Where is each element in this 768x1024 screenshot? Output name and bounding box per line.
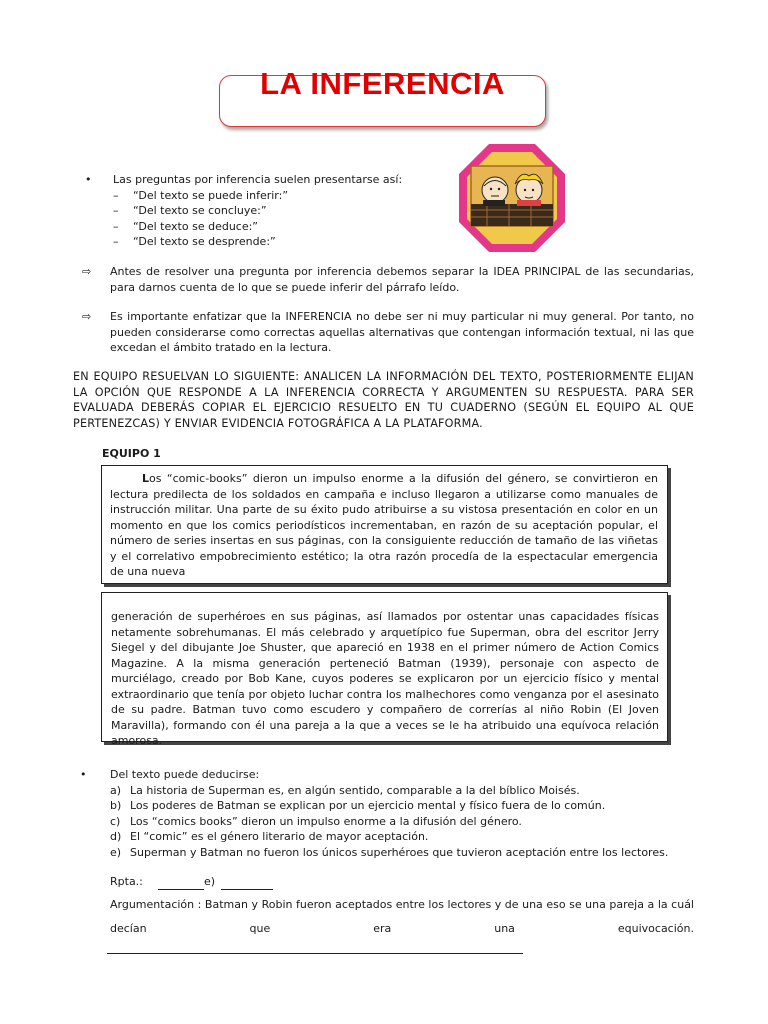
list-item: “Del texto se puede inferir:” <box>133 188 289 202</box>
option-text: Superman y Batman no fueron los únicos superhéroes que tuvieron aceptación entre los lectores. <box>130 845 669 859</box>
list-item: “Del texto se desprende:” <box>133 235 276 248</box>
paragraph-idea-principal: ⇨ Antes de resolver una pregunta por inferencia debemos separar la IDEA PRINCIPAL de las secundarias, para darnos cuenta de lo que se puede inferir del párrafo leído. <box>82 265 694 294</box>
dash-icon: – <box>113 188 119 202</box>
answer-row <box>110 874 273 890</box>
cartoon-illustration <box>457 142 567 254</box>
question-lead: Del texto puede deducirse: <box>110 768 260 781</box>
writing-line <box>107 953 523 954</box>
list-item: “Del texto se deduce:” <box>133 219 259 233</box>
dash-icon: – <box>113 204 119 217</box>
option-letter: d) <box>110 830 122 843</box>
option-text: Los poderes de Batman se explican por un ejercicio mental y físico fuera de lo común. <box>130 799 606 812</box>
answer-label: Rpta.: <box>110 875 143 888</box>
paragraph-inferencia: ⇨ Es importante enfatizar que la INFERENCIA no debe ser ni muy particular ni muy general. Por tanto, no pueden considerarse como correctas aquellas alternativas que contengan información textual, ni las que excedan el ámbito tratado en la lectura. <box>82 310 694 354</box>
team-label: EQUIPO 1 <box>102 447 161 460</box>
instructions: EN EQUIPO RESUELVAN LO SIGUIENTE: ANALICEN LA INFORMACIÓN DEL TEXTO, POSTERIORMENTE ELIJAN LA OPCIÓN QUE RESPONDE A LA INFERENCIA CORRECTA Y ARGUMENTEN SU RESPUESTA. PARA SER EVALUADA DEBERÁS COPIAR EL EJERCICIO RESUELTO EN TU CUADERNO (SEGÚN EL EQUIPO AL QUE PERTENEZCAS) Y ENVIAR EVIDENCIA FOTOGRÁFICA A LA PLATAFORMA. <box>73 370 694 430</box>
option-letter: c) <box>110 814 121 828</box>
dash-icon: – <box>113 219 119 233</box>
dash-icon: – <box>113 235 119 248</box>
bullet-icon: • <box>85 173 92 186</box>
argument-line-1: Argumentación : Batman y Robin fueron aceptados entre los lectores y de una eso se una pareja a la cuál <box>110 898 694 911</box>
drop-cap: L <box>142 472 150 485</box>
list-item: “Del texto se concluye:” <box>133 204 267 217</box>
intro-list <box>85 172 445 250</box>
option-letter: a) <box>110 783 122 797</box>
page-title: LA INFERENCIA <box>260 66 505 101</box>
answer-value: e) <box>204 875 216 888</box>
option-letter: e) <box>110 845 122 859</box>
arrow-right-icon: ⇨ <box>82 310 92 323</box>
intro-lead: Las preguntas por inferencia suelen presentarse así: <box>113 173 403 186</box>
reading-text-2: generación de superhéroes en sus páginas, así llamados por ostentar unas capacidades físicas netamente sobrehumanas. El más celebrado y arquetípico fue Superman, obra del escritor Jerry Siegel y del dibujante Joe Shuster, que apareció en 1938 en el primer número de Action Comics Magazine. A la misma generación perteneció Batman (1939), personaje con aspecto de murciélago, creado por Bob Kane, cuyos poderes se explicaron por un ejercicio físico y mental extraordinario que tenía por objeto luchar contra los malhechores como venganza por el asesinato de su padre. Batman tuvo como escudero y compañero de correrías al niño Robin (El Joven Maravilla), formando con él una pareja a la que a veces se le ha atribuido una equívoca relación amorosa. <box>111 610 659 747</box>
option-text: La historia de Superman es, en algún sentido, comparable a la del bíblico Moisés. <box>130 783 580 797</box>
option-text: El “comic” es el género literario de mayor aceptación. <box>130 830 429 843</box>
option-letter: b) <box>110 799 122 812</box>
arrow-right-icon: ⇨ <box>82 265 92 278</box>
option-text: Los “comics books” dieron un impulso enorme a la difusión del género. <box>130 814 522 828</box>
question-list <box>80 767 680 860</box>
bullet-icon: • <box>80 768 87 781</box>
argument-line-2: decían que era una equivocación. <box>110 922 694 935</box>
reading-text-1: Los “comic-books” dieron un impulso enorme a la difusión del género, se convirtieron en lectura predilecta de los soldados en campaña e incluso llegaron a utilizarse como manuales de instrucción militar. Una parte de su éxito pudo atribuirse a su vistosa presentación en color en un momento en que los comics periodísticos incrementaban, en razón de su aceptación popular, el número de series insertas en sus páginas, con la consiguiente reducción de tamaño de las viñetas y el correlativo empobrecimiento estético; la otra razón procedía de la espectacular emergencia de una nueva <box>110 472 658 578</box>
